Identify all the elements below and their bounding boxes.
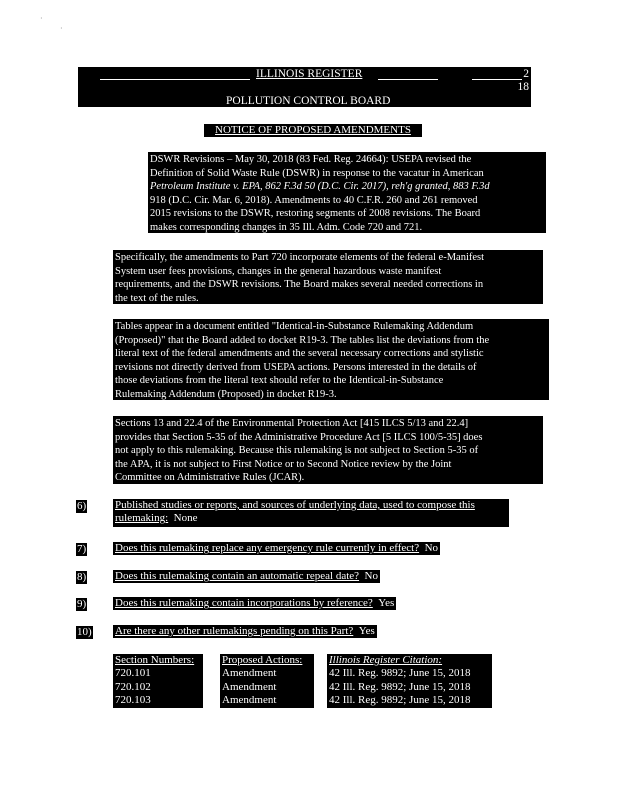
table-cell: 42 Ill. Reg. 9892; June 15, 2018 — [329, 680, 471, 693]
table-column-citation — [327, 654, 492, 708]
text-line: makes corresponding changes in 35 Ill. Adm. Code 720 and 721. — [150, 221, 423, 233]
item-number: 8) — [77, 571, 87, 583]
item-question: Are there any other rulemakings pending on this Part? — [115, 625, 354, 637]
board-name: POLLUTION CONTROL BOARD — [226, 95, 391, 107]
header-rule-right — [378, 79, 438, 80]
page-number-secondary: 18 — [517, 81, 529, 93]
table-column-action — [220, 654, 314, 708]
table-cell: 720.101 — [115, 667, 151, 680]
scan-speck: · — [60, 24, 63, 33]
text-line: 2015 revisions to the DSWR, restoring segments of 2008 revisions. The Board — [150, 208, 481, 220]
text-line: provides that Section 5-35 of the Administrative Procedure Act [5 ILCS 100/5-35] does — [115, 431, 483, 443]
text-line: Committee on Administrative Rules (JCAR). — [115, 472, 305, 484]
text-line: the text of the rules. — [115, 292, 199, 304]
item-8-block — [113, 570, 380, 583]
table-cell: 42 Ill. Reg. 9892; June 15, 2018 — [329, 667, 471, 680]
item-answer: No — [364, 570, 378, 582]
text-line: DSWR Revisions – May 30, 2018 (83 Fed. Reg. 24664): USEPA revised the — [150, 154, 472, 165]
text-line: literal text of the federal amendments and the several necessary corrections and stylistic — [115, 348, 484, 360]
item-question-cont: rulemaking: — [115, 512, 169, 524]
table-cell: Amendment — [222, 694, 277, 707]
item-number: 10) — [77, 626, 92, 638]
item-question: Does this rulemaking replace any emergency rule currently in effect? — [115, 542, 420, 554]
item-number: 7) — [77, 543, 87, 555]
item-number: 9) — [77, 598, 87, 610]
item-question: Published studies or reports, and sources of underlying data, used to compose this — [115, 499, 475, 511]
item-question: Does this rulemaking contain incorporations by reference? — [115, 597, 373, 609]
tables-paragraph — [113, 319, 549, 400]
text-line: Specifically, the amendments to Part 720 incorporate elements of the federal e-Manifest — [115, 252, 485, 263]
item-7-block — [113, 542, 440, 555]
table-cell: Amendment — [222, 680, 277, 693]
text-line: Rulemaking Addendum (Proposed) in docket R19-3. — [115, 388, 337, 400]
dswr-revisions-paragraph — [148, 152, 546, 233]
page-number: 2 — [523, 68, 529, 80]
item-number: 6) — [77, 500, 87, 512]
item-9-block — [113, 597, 396, 610]
table-cell: 720.103 — [115, 694, 151, 707]
text-line: Definition of Solid Waste Rule (DSWR) in response to the vacatur in American — [150, 167, 484, 179]
table-cell: 42 Ill. Reg. 9892; June 15, 2018 — [329, 694, 471, 707]
item-10-block — [113, 625, 377, 638]
item-answer: Yes — [378, 597, 395, 609]
table-cell: Amendment — [222, 667, 277, 680]
item-answer: None — [173, 512, 198, 524]
page-header — [78, 67, 531, 107]
text-line: System user fees provisions, changes in the general hazardous waste manifest — [115, 265, 442, 277]
text-line: those deviations from the literal text should refer to the Identical-in-Substance — [115, 375, 444, 387]
text-line: the APA, it is not subject to First Notice or to Second Notice review by the Joint — [115, 458, 452, 470]
header-rule-far — [472, 79, 522, 80]
text-line: Petroleum Institute v. EPA, 862 F.3d 50 (D.C. Cir. 2017), reh'g granted, 883 F.3d — [150, 181, 490, 193]
table-header: Proposed Actions: — [222, 654, 303, 666]
item-6-block — [113, 499, 509, 527]
table-cell: 720.102 — [115, 680, 151, 693]
scan-speck: · — [40, 14, 43, 23]
table-header: Illinois Register Citation: — [329, 654, 443, 666]
specifically-paragraph — [113, 250, 543, 304]
text-line: revisions not directly derived from USEPA actions. Persons interested in the details of — [115, 361, 477, 373]
notice-title: NOTICE OF PROPOSED AMENDMENTS — [204, 124, 422, 137]
header-rule-left — [100, 79, 250, 80]
text-line: requirements, and the DSWR revisions. The Board makes several needed corrections in — [115, 279, 484, 291]
sections-paragraph — [113, 416, 543, 484]
item-question: Does this rulemaking contain an automatic repeal date? — [115, 570, 360, 582]
register-title: ILLINOIS REGISTER — [256, 68, 363, 80]
text-line: not apply to this rulemaking. Because this rulemaking is not subject to Section 5-35 of — [115, 445, 479, 457]
text-line: (Proposed)" that the Board added to docket R19-3. The tables list the deviations from the — [115, 334, 490, 346]
table-column-section — [113, 654, 203, 708]
text-line: Sections 13 and 22.4 of the Environmental Protection Act [415 ILCS 5/13 and 22.4] — [115, 418, 469, 429]
text-line: Tables appear in a document entitled "Identical-in-Substance Rulemaking Addendum — [115, 321, 474, 332]
table-header: Section Numbers: — [115, 654, 195, 666]
item-answer: Yes — [358, 625, 375, 637]
item-answer: No — [424, 542, 439, 554]
text-line: 918 (D.C. Cir. Mar. 6, 2018). Amendments to 40 C.F.R. 260 and 261 removed — [150, 194, 478, 206]
